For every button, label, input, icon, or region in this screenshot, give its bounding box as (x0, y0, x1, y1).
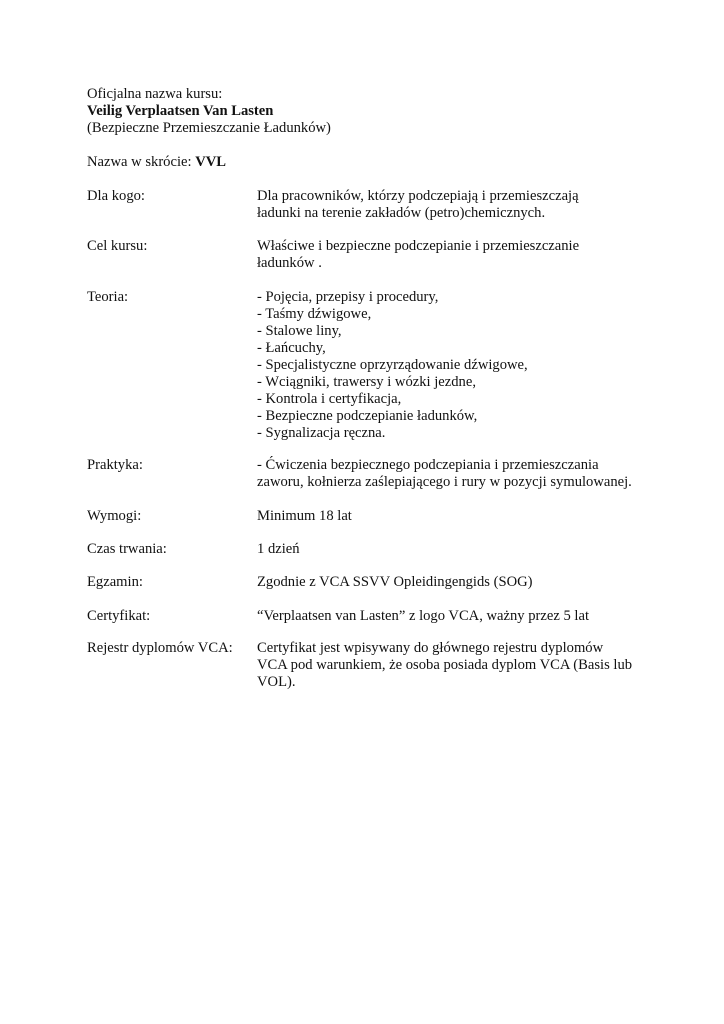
row-value-line: Zgodnie z VCA SSVV Opleidingengids (SOG) (257, 574, 533, 590)
row-value-line: VCA pod warunkiem, że osoba posiada dyplom VCA (Basis lub (257, 657, 633, 673)
short-name-label: Nazwa w skrócie: (87, 154, 196, 170)
theory-item: - Pojęcia, przepisy i procedury, (257, 289, 439, 305)
row-value (257, 608, 677, 625)
row-value-line: zaworu, kołnierza zaślepiającego i rury w pozycji symulowanej. (257, 474, 632, 490)
row-value (257, 574, 677, 591)
short-name-line (87, 154, 226, 171)
row-label: Rejestr dyplomów VCA: (87, 640, 233, 656)
theory-item: - Stalowe liny, (257, 323, 342, 339)
official-name-label: Oficjalna nazwa kursu: (87, 86, 223, 102)
row-label: Wymogi: (87, 508, 142, 524)
row-label: Cel kursu: (87, 238, 148, 254)
row-value-line: Dla pracowników, którzy podczepiają i przemieszczają (257, 188, 579, 204)
theory-item: - Bezpieczne podczepianie ładunków, (257, 408, 478, 424)
theory-item: - Łańcuchy, (257, 340, 326, 356)
row-value-line: ładunki na terenie zakładów (petro)chemicznych. (257, 205, 546, 221)
row-value-line: ładunków . (257, 255, 322, 271)
row-label: Czas trwania: (87, 541, 167, 557)
short-name-value: VVL (195, 154, 227, 170)
theory-item: - Wciągniki, trawersy i wózki jezdne, (257, 374, 476, 390)
theory-item: - Sygnalizacja ręczna. (257, 425, 386, 441)
row-value-line: “Verplaatsen van Lasten” z logo VCA, ważny przez 5 lat (257, 608, 590, 624)
row-value-line: 1 dzień (257, 541, 300, 557)
row-value (257, 238, 677, 272)
course-name-polish: (Bezpieczne Przemieszczanie Ładunków) (87, 120, 331, 136)
row-label: Dla kogo: (87, 188, 145, 204)
row-value-line: - Ćwiczenia bezpiecznego podczepiania i przemieszczania (257, 457, 599, 473)
row-value (257, 508, 677, 525)
row-value (257, 640, 677, 691)
row-label: Certyfikat: (87, 608, 151, 624)
row-value-line: Minimum 18 lat (257, 508, 352, 524)
row-value (257, 289, 677, 442)
row-value (257, 188, 677, 222)
row-label: Egzamin: (87, 574, 143, 590)
theory-item: - Specjalistyczne oprzyrządowanie dźwigowe, (257, 357, 528, 373)
course-name: Veilig Verplaatsen Van Lasten (87, 103, 274, 119)
theory-item: - Taśmy dźwigowe, (257, 306, 372, 322)
row-label: Praktyka: (87, 457, 143, 473)
row-value (257, 541, 677, 558)
row-value-line: VOL). (257, 674, 296, 690)
row-value (257, 457, 677, 491)
theory-item: - Kontrola i certyfikacja, (257, 391, 402, 407)
row-value-line: Właściwe i bezpieczne podczepianie i przemieszczanie (257, 238, 580, 254)
row-label: Teoria: (87, 289, 129, 305)
row-value-line: Certyfikat jest wpisywany do głównego rejestru dyplomów (257, 640, 604, 656)
